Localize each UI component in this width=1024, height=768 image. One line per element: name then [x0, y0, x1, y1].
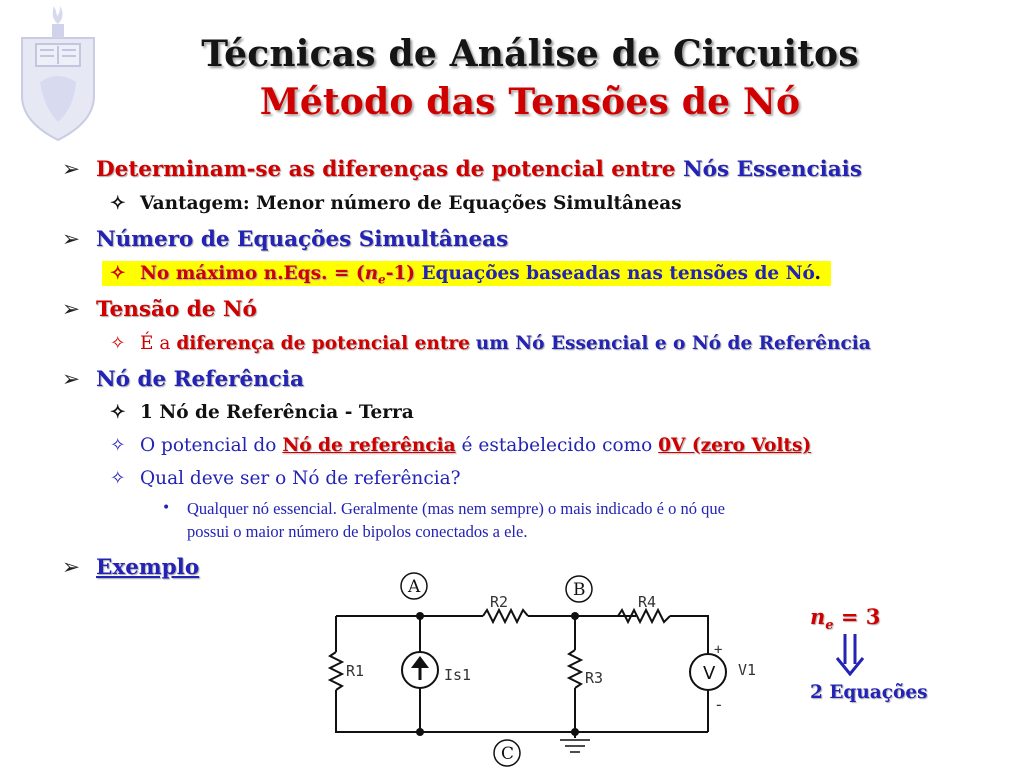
star-bullet-icon: ✧ [110, 468, 126, 489]
label-plus: + [714, 642, 723, 658]
slide-title: Técnicas de Análise de Circuitos [201, 33, 859, 75]
subbullet-blue: um Nó Essencial e o Nó de Referência [475, 333, 871, 354]
node-a-label: A [408, 577, 421, 597]
bullet-essential-nodes [62, 156, 862, 184]
highlight-box [102, 261, 831, 286]
subbullet-max-equations [110, 262, 831, 292]
arrow-bullet-icon: ➢ [62, 555, 81, 580]
ne-subscript: e [825, 618, 834, 634]
star-bullet-icon: ✧ [110, 402, 126, 423]
arrow-bullet-icon: ➢ [62, 157, 81, 182]
arrow-bullet-icon: ➢ [62, 367, 81, 392]
subbullet-red: diferença de potencial entre [176, 333, 470, 354]
period: . [814, 263, 821, 284]
node-b-label: B [573, 580, 586, 600]
label-r2: R2 [490, 593, 509, 611]
subbullet-which-node [110, 467, 461, 491]
node-c-label: C [501, 744, 515, 764]
star-bullet-icon: ✧ [110, 193, 126, 214]
equations-count: 2 Equações [810, 682, 928, 703]
bullet-text: Determinam-se as diferenças de potencial entre [96, 157, 676, 182]
voltmeter-symbol: V [703, 663, 716, 684]
label-is1: Is1 [444, 666, 472, 684]
institution-logo [14, 4, 102, 144]
subbullet-text: Vantagem: Menor número de Equações Simultâneas [140, 193, 682, 214]
subsub-answer-line2: possui o maior número de bipolos conectados a ele. [187, 522, 528, 541]
subbullet-pre: É a [140, 333, 171, 354]
formula-text: No máximo n.Eqs. = ( [140, 263, 365, 284]
double-down-arrow-icon [834, 632, 866, 676]
label-v1: V1 [738, 661, 757, 679]
bullet-text: Tensão de Nó [96, 297, 257, 322]
bullet-text: Número de Equações Simultâneas [96, 227, 509, 252]
bullet-node-voltage [62, 296, 257, 324]
subbullet-text: 1 Nó de Referência - Terra [140, 402, 414, 423]
bullet-highlight: Nós Essenciais [682, 157, 862, 182]
formula-desc: Equações baseadas nas tensões de Nó [421, 263, 815, 284]
label-r4: R4 [638, 593, 657, 611]
star-bullet-icon: ✧ [110, 333, 126, 354]
arrow-bullet-icon: ➢ [62, 227, 81, 252]
subbullet-red: Nó de referência [282, 435, 456, 456]
bullet-text: Nó de Referência [96, 367, 304, 392]
formula-subscript: e [378, 272, 386, 287]
subbullet-advantage [110, 192, 682, 216]
star-bullet-icon: ✧ [110, 263, 126, 284]
label-minus: - [714, 695, 724, 714]
dot-bullet-icon: • [162, 500, 171, 516]
subbullet-text: Qual deve ser o Nó de referência? [140, 468, 461, 489]
label-r3: R3 [585, 669, 604, 687]
subbullet-zero-volts [110, 434, 811, 458]
ne-value: = 3 [840, 604, 881, 629]
subsub-answer-line1: Qualquer nó essencial. Geralmente (mas nem sempre) o mais indicado é o nó que [187, 499, 725, 518]
label-r1: R1 [346, 662, 365, 680]
subbullet-mid: é estabelecido como [461, 435, 653, 456]
subbullet-ground [110, 401, 414, 425]
circuit-diagram [300, 566, 800, 768]
slide-subtitle: Método das Tensões de Nó [259, 81, 801, 123]
subbullet-value: 0V (zero Volts) [658, 435, 812, 456]
subbullet-voltage-def [110, 332, 871, 356]
bullet-num-equations [62, 226, 508, 254]
arrow-bullet-icon: ➢ [62, 297, 81, 322]
formula-text-end: -1) [385, 263, 415, 284]
essential-nodes-count [810, 604, 880, 633]
bullet-reference-node [62, 366, 304, 394]
bullet-text: Exemplo [96, 555, 200, 580]
ne-n: n [810, 604, 826, 629]
formula-n: n [364, 263, 379, 284]
subbullet-pre: O potencial do [140, 435, 277, 456]
star-bullet-icon: ✧ [110, 435, 126, 456]
bullet-example [62, 554, 199, 582]
